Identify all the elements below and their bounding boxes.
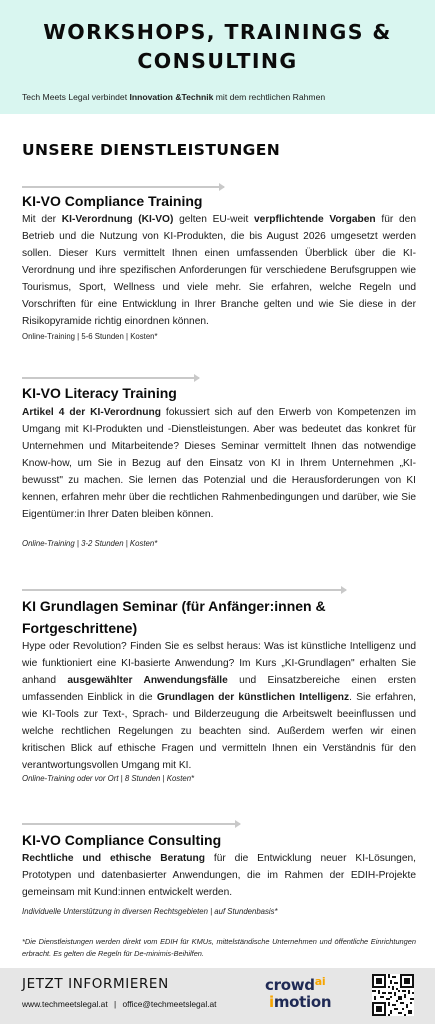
- page-title-line2: CONSULTING: [137, 49, 298, 73]
- service-meta: Online-Training | 3-2 Stunden | Kosten*: [22, 539, 158, 548]
- service-meta: Individuelle Unterstützung in diversen Rechtsgebieten | auf Stundenbasis*: [22, 907, 278, 916]
- page-title-line1: WORKSHOPS, TRAININGS &: [43, 20, 392, 44]
- service-description: Hype oder Revolution? Finden Sie es selbst heraus: Was ist künstliche Intelligenz und wie funktioniert eine KI-basierte Anwendung? Im Kurs „KI-Grundlagen" erhalten Sie anhand ausgewählter Anwendungsfälle und Einsatzbereiche einen ersten umfassenden Einblick in die Grundlagen der künstlichen Intelligenz. Sie erfahren, wie KI-Tools zur Text-, Sprach- und Bilderzeugung die Arbeitswelt beeinflussen und welche rechtlichen Regelungen zu beachten sind. Außerdem werfen wir einen kritischen Blick auf ethische Fragen und vermitteln Ihnen ein Verständnis für den verantwortungsvollen Umgang mit KI.: [22, 641, 417, 771]
- service-meta: Online-Training | 5-6 Stunden | Kosten*: [22, 332, 158, 341]
- service-title: KI-VO Literacy Training: [22, 385, 177, 401]
- website-link[interactable]: www.techmeetslegal.at: [22, 999, 108, 1009]
- qr-code[interactable]: [372, 974, 414, 1016]
- service-description: Artikel 4 der KI-Verordnung fokussiert sich auf den Erwerb von Kompetenzen im Umgang mit KI-Produkten und -Dienstleistungen. Aber was bedeutet das konkret für Unternehmen und Mitarbeitende? Dieses Seminar vermittelt Ihnen das notwendige Know-how, um Sie in Bezug auf den Einsatz von KI in Ihrem Unternehmen „KI-bewusst" zu machen. Sie lernen das Potenzial und die Herausforderungen von KI kennen, erfahren mehr über die rechtlichen Rahmenbedingungen und darüber, wie Sie Eigentümer:in Ihrer Daten bleiben können.: [22, 407, 417, 520]
- crowdaimotion-logo[interactable]: crowd$^{ai}$ imotion: [265, 975, 332, 1011]
- service-title: KI-VO Compliance Training: [22, 193, 203, 209]
- page-title: [0, 18, 435, 76]
- separator: |: [113, 999, 117, 1009]
- email-link[interactable]: office@techmeetslegal.at: [122, 999, 217, 1009]
- tagline: Tech Meets Legal verbindet Innovation &Technik mit dem rechtlichen Rahmen: [22, 92, 326, 102]
- header-banner: [0, 0, 435, 114]
- section-heading: UNSERE DIENSTLEISTUNGEN: [22, 141, 281, 159]
- cta-heading: JETZT INFORMIEREN: [22, 976, 169, 992]
- service-meta: Online-Training oder vor Ort | 8 Stunden | Kosten*: [22, 774, 195, 783]
- arrow-right-icon: [22, 823, 240, 825]
- arrow-right-icon: [22, 186, 224, 188]
- footnote: *Die Dienstleistungen werden direkt vom EDIH für KMUs, mittelständische Unternehmen und öffentliche Einrichtungen erbracht. Es gelten die Regeln für De-minimis-Beihilfen.: [22, 937, 416, 958]
- arrow-right-icon: [22, 589, 346, 591]
- service-description: Rechtliche und ethische Beratung für die Entwicklung neuer KI-Lösungen, Prototypen und datenbasierter Anwendungen, die im Rahmen der EDIH-Projekte gemeinsam mit Kund:innen entwickelt werden.: [22, 853, 417, 898]
- service-title: KI-VO Compliance Consulting: [22, 832, 222, 848]
- arrow-right-icon: [22, 377, 199, 379]
- contact-line: [22, 999, 217, 1009]
- service-description: Mit der KI-Verordnung (KI-VO) gelten EU-weit verpflichtende Vorgaben für den Betrieb und die Nutzung von KI-Produkten, die bis August 2026 umgesetzt werden sollen. Dieser Kurs vermittelt Ihnen einen umfassenden Überblick über die KI-Verordnung und ihre spezifischen Anforderungen für verschiedene Berufsgruppen wie Tourismus, Sport, Wellness und viele mehr. Sie erfahren, welche Regeln und Vorschriften für eine Entwicklung in Ihrer Branche gelten und wie Sie diese in der Risikopyramide richtig einordnen können.: [22, 214, 416, 327]
- service-title: KI Grundlagen Seminar (für Anfänger:innen & Fortgeschrittene): [22, 598, 326, 636]
